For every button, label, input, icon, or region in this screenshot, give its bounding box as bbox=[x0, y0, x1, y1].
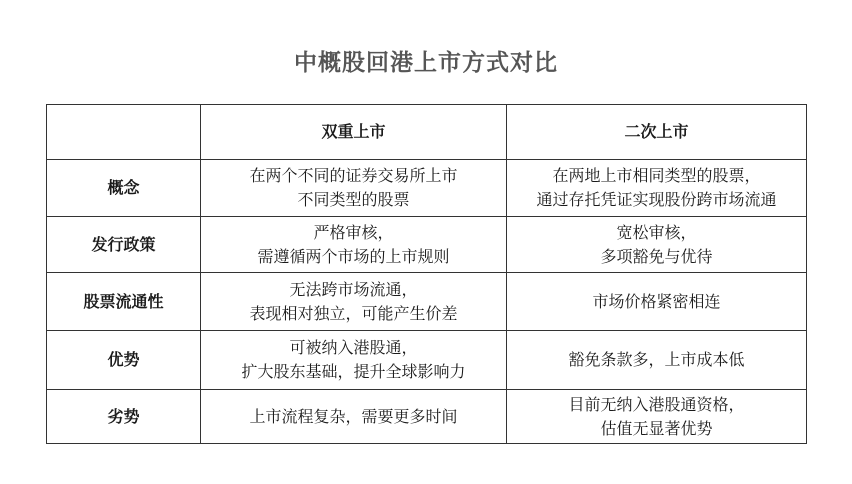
cell-line: 在两个不同的证券交易所上市 bbox=[249, 166, 458, 185]
table-row bbox=[47, 217, 807, 273]
header-corner-cell bbox=[47, 105, 201, 160]
cell-line: 豁免条款多，上市成本低 bbox=[568, 350, 745, 369]
cell-dual-liquidity bbox=[201, 273, 507, 331]
cell-secondary-concept bbox=[507, 160, 807, 217]
cell-line: 不同类型的股票 bbox=[297, 190, 410, 209]
row-label-advantages: 优势 bbox=[47, 331, 201, 390]
cell-line: 在两地上市相同类型的股票， bbox=[552, 166, 761, 185]
cell-dual-advantages bbox=[201, 331, 507, 390]
page-title: 中概股回港上市方式对比 bbox=[294, 50, 558, 76]
cell-line: 可被纳入港股通， bbox=[289, 338, 418, 357]
cell-secondary-advantages bbox=[507, 331, 807, 390]
cell-line: 无法跨市场流通， bbox=[289, 279, 418, 299]
row-label-issuance-policy: 发行政策 bbox=[47, 217, 201, 273]
cell-dual-concept bbox=[201, 160, 507, 217]
row-label-concept: 概念 bbox=[47, 160, 201, 217]
cell-line: 扩大股东基础，提升全球影响力 bbox=[241, 362, 466, 381]
cell-secondary-issuance-policy bbox=[507, 217, 807, 273]
cell-line: 上市流程复杂，需要更多时间 bbox=[249, 406, 458, 426]
cell-dual-issuance-policy bbox=[201, 217, 507, 273]
cell-line: 市场价格紧密相连 bbox=[592, 291, 721, 311]
cell-line: 多项豁免与优待 bbox=[600, 246, 713, 266]
comparison-table bbox=[46, 104, 807, 444]
cell-secondary-liquidity bbox=[507, 273, 807, 331]
cell-line: 估值无显著优势 bbox=[600, 418, 713, 438]
header-dual-listing: 双重上市 bbox=[201, 105, 507, 160]
cell-line: 目前无纳入港股通资格， bbox=[568, 394, 745, 414]
table-row bbox=[47, 390, 807, 444]
cell-line: 需遵循两个市场的上市规则 bbox=[257, 246, 450, 266]
table-row bbox=[47, 273, 807, 331]
cell-line: 宽松审核， bbox=[616, 222, 697, 242]
cell-line: 通过存托凭证实现股份跨市场流通 bbox=[536, 190, 777, 209]
cell-line: 表现相对独立，可能产生价差 bbox=[249, 303, 458, 323]
header-secondary-listing: 二次上市 bbox=[507, 105, 807, 160]
row-label-liquidity: 股票流通性 bbox=[47, 273, 201, 331]
row-label-disadvantages: 劣势 bbox=[47, 390, 201, 444]
cell-secondary-disadvantages bbox=[507, 390, 807, 444]
cell-line: 严格审核， bbox=[313, 222, 394, 242]
table-header-row bbox=[47, 105, 807, 160]
cell-dual-disadvantages bbox=[201, 390, 507, 444]
table-row bbox=[47, 331, 807, 390]
table-row bbox=[47, 160, 807, 217]
